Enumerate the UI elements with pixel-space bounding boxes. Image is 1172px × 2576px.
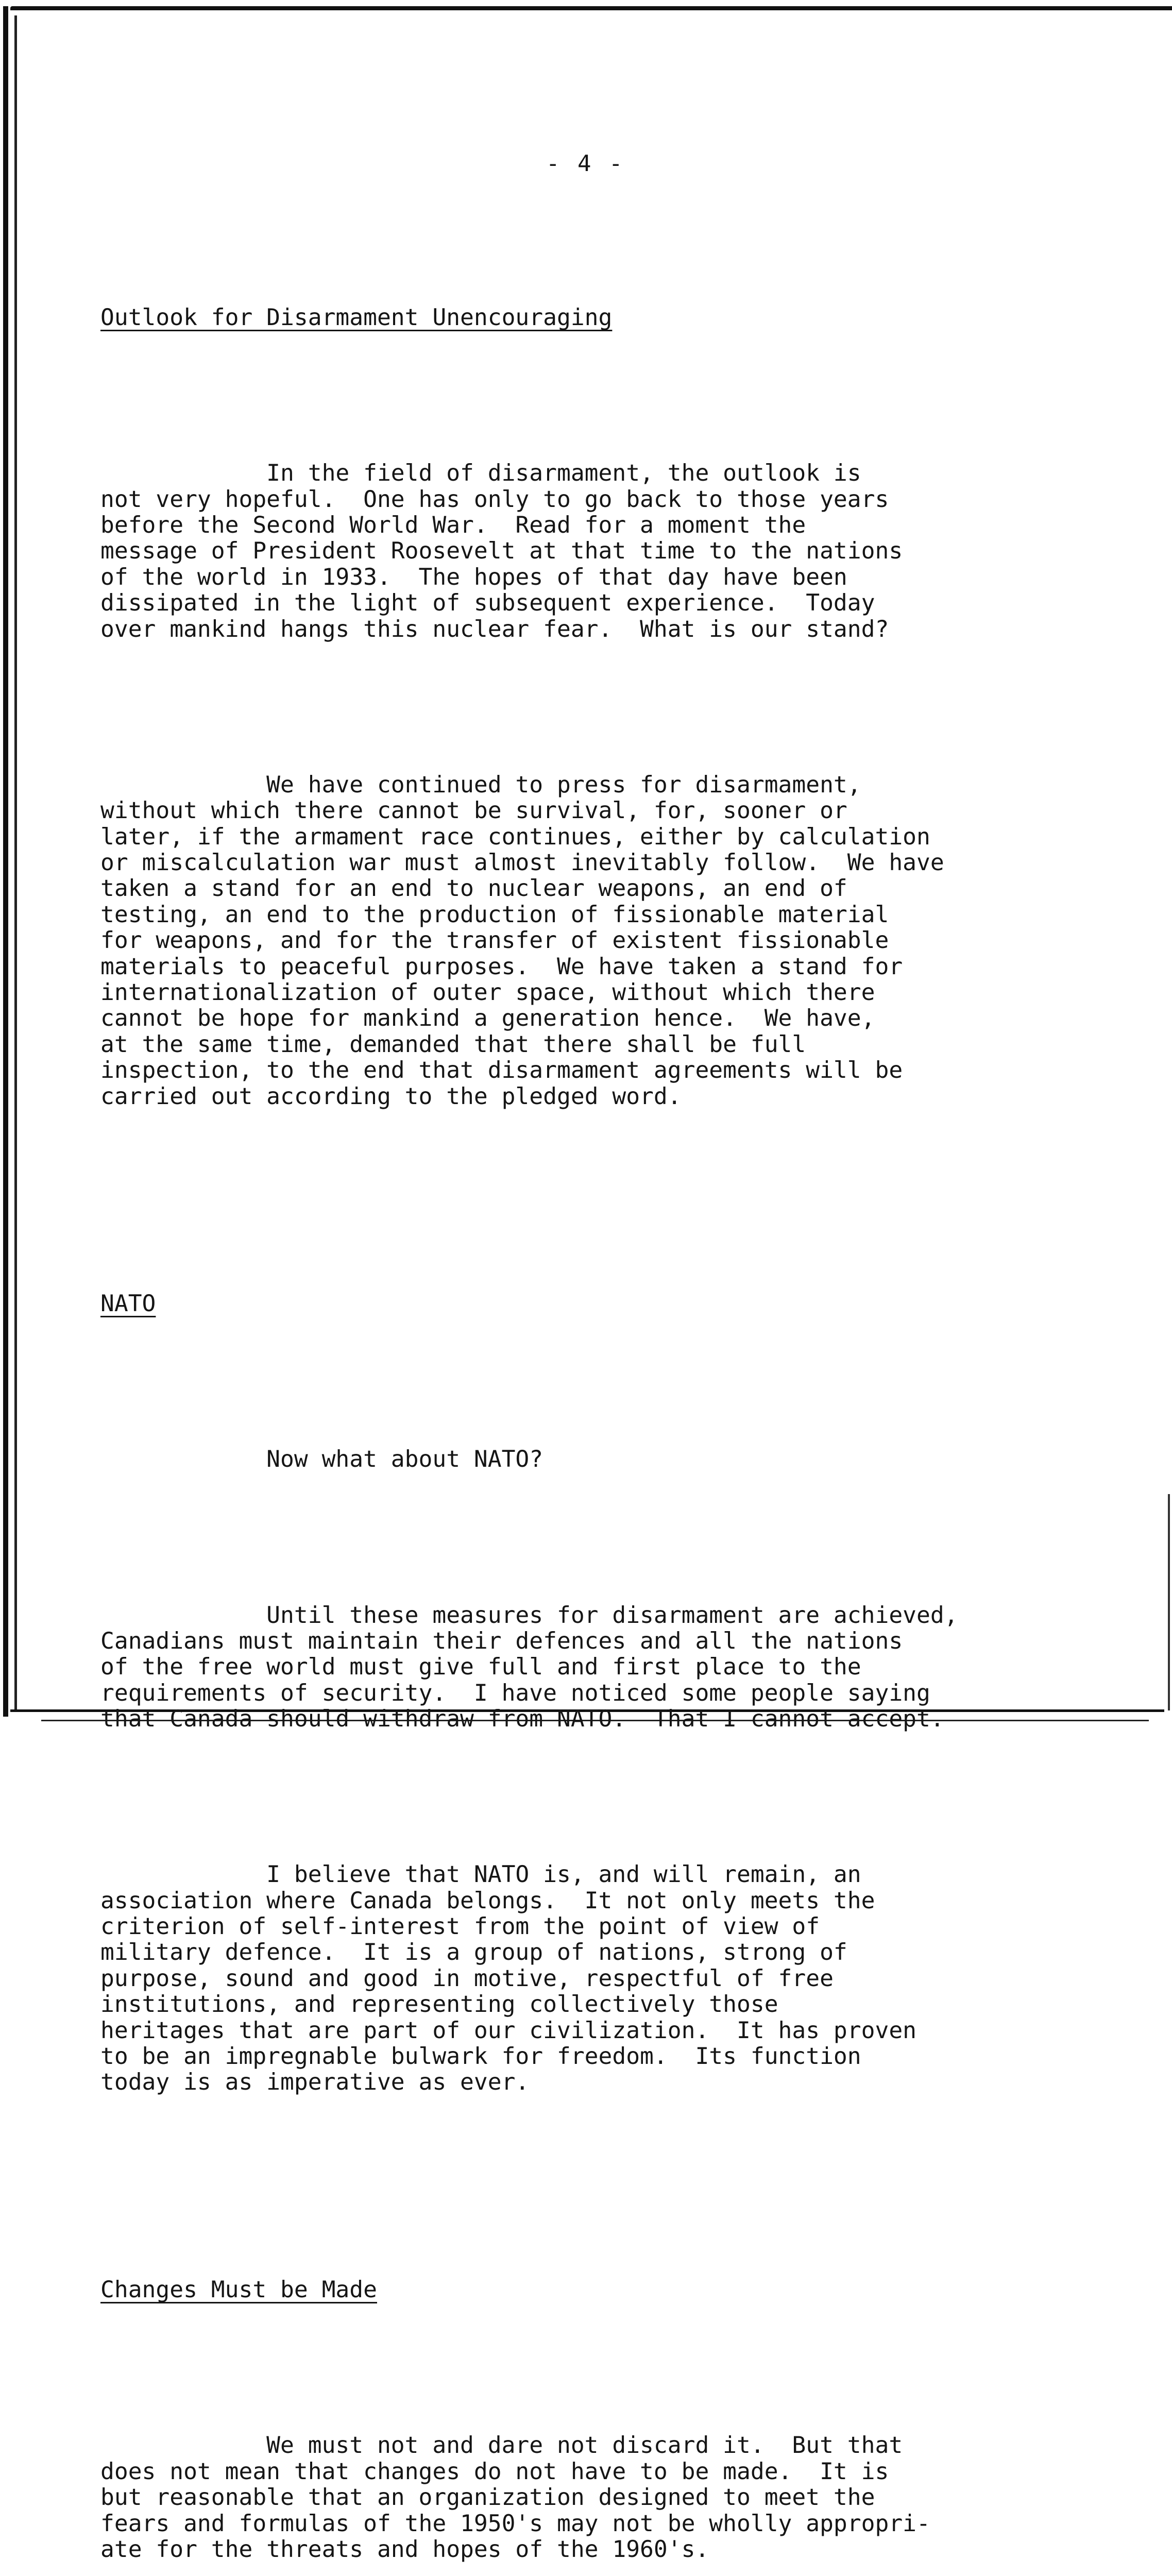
section-heading: Changes Must be Made xyxy=(100,2276,377,2303)
section-heading: NATO xyxy=(100,1290,156,1317)
paragraph: We must not and dare not discard it. But that does not mean that changes do not have to be made. It is but reasonable that an organization designed to meet the fears and formulas of the 1950's may not be wholly appropri- ate for the threats and hopes of the 1960's. xyxy=(100,2432,930,2563)
paragraph: I believe that NATO is, and will remain, an association where Canada belongs. It not only meets the criterion of self-interest from the point of view of military defence. It is a group of nations, strong of purpose, sound and good in motive, respectful of free institutions, and representing collectively those heritages that are part of our civilization. It has proven to be an impregnable bulwark for freedom. Its function today is as imperative as ever. xyxy=(100,1861,917,2096)
paragraph: Until these measures for disarmament are achieved, Canadians must maintain their defences and all the nations of the free world must give full and first place to the requirements of security. I have noticed some people saying that Canada should withdraw from NATO. That I cannot accept. xyxy=(100,1601,958,1733)
binding-border-left-inner xyxy=(14,15,17,1710)
paragraph: We have continued to press for disarmament, without which there cannot be survival, for, sooner or later, if the armament race continues, either by calculation or miscalculation war must almost inevitably follow. We have taken a stand for an end to nuclear weapons, an end of testing, an end to the production of fissionable material for weapons, and for the transfer of existent fissionable materials to peaceful purposes. We have taken a stand for internationalization of outer space, without which there cannot be hope for mankind a generation hence. We have, at the same time, demanded that there shall be full inspection, to the end that disarmament agreements will be carried out according to the pledged word. xyxy=(100,771,944,1110)
paragraph: Now what about NATO? xyxy=(100,1446,543,1473)
binding-border-right xyxy=(1168,1494,1170,1710)
page-number: - 4 - xyxy=(546,150,625,177)
binding-border-left xyxy=(3,6,8,1717)
binding-border-top xyxy=(10,6,1172,10)
section-heading: Outlook for Disarmament Unencouraging xyxy=(100,304,613,331)
paragraph: In the field of disarmament, the outlook is not very hopeful. One has only to go back to those years before the Second World War. Read for a moment the message of President Roosevelt at that time to the nations of the world in 1933. The hopes of that day have been dissipated in the light of subsequent experience. Today over mankind hangs this nuclear fear. What is our stand? xyxy=(100,460,903,642)
document-body xyxy=(100,227,1131,2576)
